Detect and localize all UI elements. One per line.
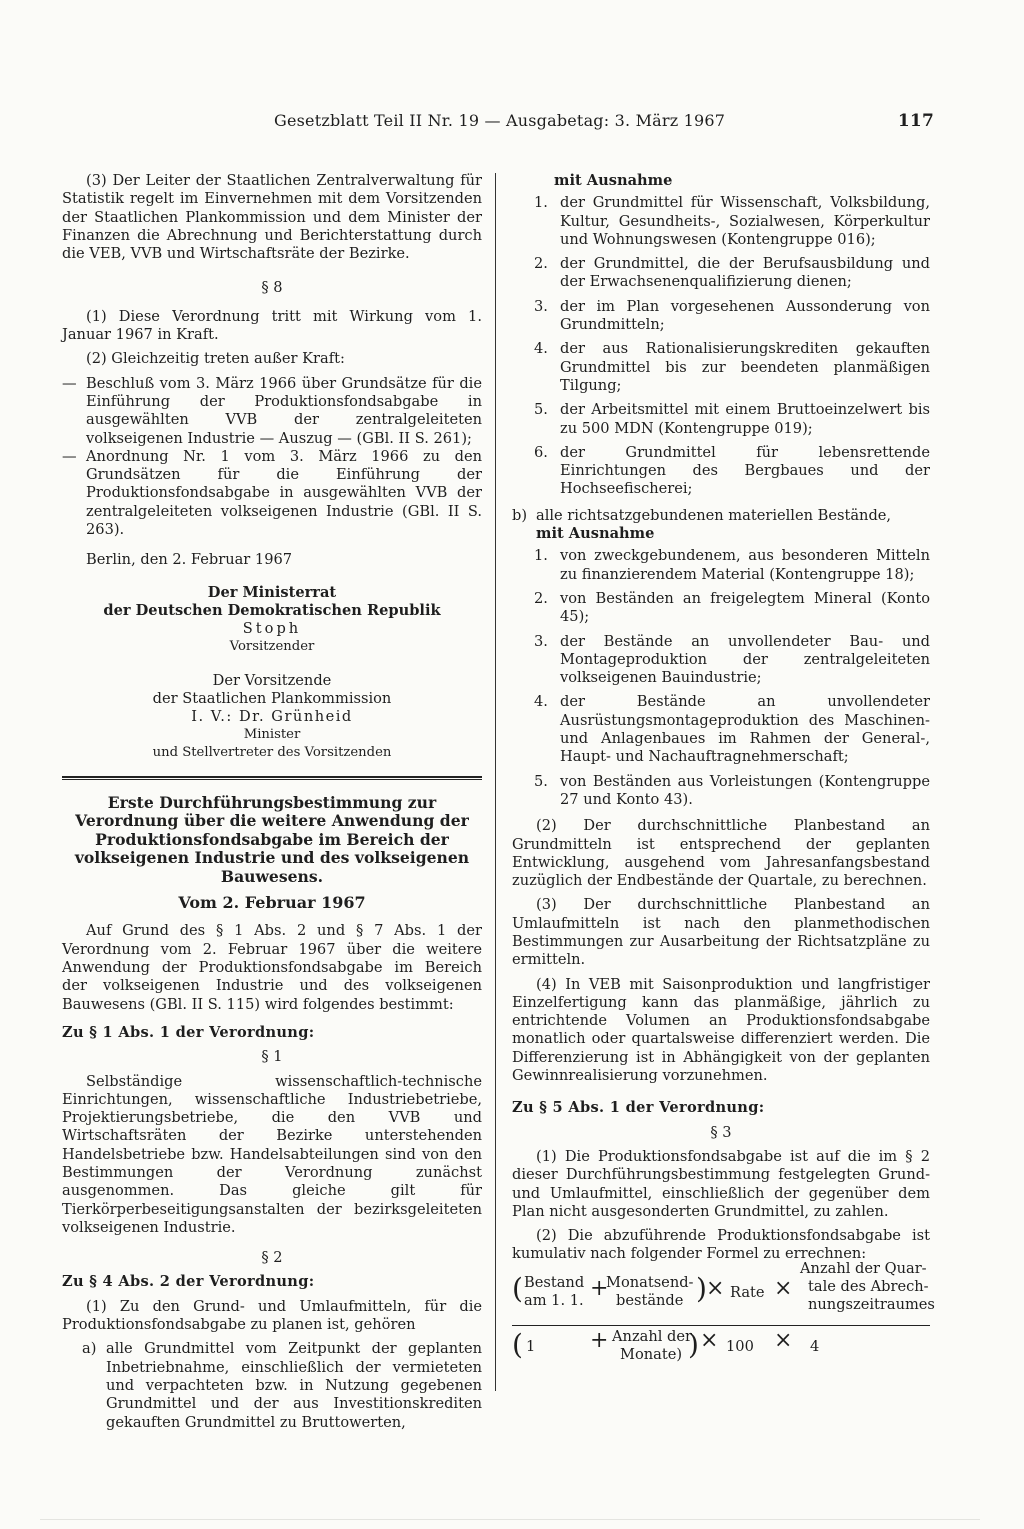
- signature-org: der Deutschen Demokratischen Republik: [103, 601, 441, 619]
- item-text: alle Grundmittel vom Zeitpunkt der geplanten Inbetriebnahme, einschließlich der vermieteten und verpachteten bzw. in Nutzung gegebenen Grundmittel und der aus Investitionskrediten gekauften Grundmittel zu Bruttowerten,: [106, 1340, 482, 1431]
- formula-text: 100: [726, 1337, 754, 1355]
- item-text: der Bestände an unvollendeter Ausrüstungsmontageproduktion des Maschinen- und Anlagenbaues im Rahmen der General-, Haupt- und Nachauftragnehmerschaft;: [560, 693, 930, 766]
- item-number: 6.: [534, 443, 548, 461]
- scan-edge: [40, 1519, 980, 1520]
- signature-block-ministerrat: [62, 584, 482, 656]
- list-item: [512, 507, 930, 525]
- formula-text: Anzahl der: [612, 1327, 692, 1345]
- list-item-text: Anordnung Nr. 1 vom 3. März 1966 zu den Grundsätzen für die Einführung der Produktionsfondsabgabe in ausgewählten VVB der zentralgeleiteten volkseigenen Industrie (GBl. II S. 263).: [86, 447, 482, 539]
- formula-text: Monatsend-: [606, 1273, 694, 1291]
- left-column: [62, 172, 482, 1438]
- dash-marker: —: [62, 374, 77, 392]
- formula-text: bestände: [616, 1291, 684, 1309]
- item-text: von Beständen an freigelegtem Mineral (Konto 45);: [560, 589, 930, 626]
- signature-name: I. V.: Dr. Grünheid: [191, 707, 353, 725]
- formula-text: Anzahl der Quar-: [800, 1259, 927, 1277]
- item-text: der aus Rationalisierungskrediten gekauften Grundmittel bis zur beendeten planmäßigen Tilgung;: [560, 340, 930, 394]
- right-column: [512, 172, 935, 1372]
- paragraph: (2) Der durchschnittliche Planbestand an Grundmitteln ist entsprechend der geplanten Entwicklung, ausgehend vom Jahresanfangsbestand zuzüglich der Endbestände der Quartale, zu berechnen.: [512, 817, 930, 890]
- item-number: 1.: [534, 547, 548, 565]
- paragraph: (3) Der durchschnittliche Planbestand an Umlaufmitteln ist nach den planmethodischen Bestimmungen zur Ausarbeitung der Richtsatzpläne zu ermitteln.: [512, 896, 930, 969]
- formula-operator: +: [590, 1327, 609, 1353]
- numbered-item: [534, 444, 930, 499]
- formula-operator: ×: [774, 1327, 793, 1353]
- item-text: der im Plan vorgesehenen Aussonderung von Grundmitteln;: [560, 297, 930, 334]
- section-heading-1: § 1: [261, 1048, 283, 1066]
- formula-text: nungszeitraumes: [808, 1295, 935, 1313]
- item-text: der Grundmittel, die der Berufsausbildung und der Erwachsenenqualifizierung dienen;: [560, 255, 930, 291]
- paragraph: (1) Die Produktionsfondsabgabe ist auf die im § 2 dieser Durchführungsbestimmung festgelegten Grund- und Umlaufmittel, einschließlich der gegenüber dem Plan nicht ausgesonderten Grundmittel, zu zahlen.: [512, 1147, 930, 1220]
- formula-operator: ×: [774, 1275, 793, 1301]
- item-number: 1.: [534, 194, 548, 212]
- numbered-item: [534, 773, 930, 810]
- numbered-item: [534, 693, 930, 766]
- list-item: [62, 375, 482, 448]
- exception-heading: mit Ausnahme: [536, 525, 655, 543]
- formula-bracket: (: [512, 1327, 523, 1361]
- signature-name: Stoph: [242, 619, 302, 637]
- subheading: Zu § 4 Abs. 2 der Verordnung:: [62, 1273, 315, 1291]
- section-heading-8: § 8: [261, 279, 283, 297]
- item-number: 5.: [534, 772, 548, 790]
- document-heading: Erste Durchführungsbestimmung zur Verordnung über die weitere Anwendung der Produktionsfondsabgabe im Bereich der volkseigenen Industrie und des volkseigenen Bauwesens.: [74, 792, 470, 886]
- paragraph: (1) Diese Verordnung tritt mit Wirkung vom 1. Januar 1967 in Kraft.: [62, 307, 482, 344]
- item-text: der Arbeitsmittel mit einem Bruttoeinzelwert bis zu 500 MDN (Kontengruppe 019);: [560, 401, 930, 437]
- column-divider: [495, 173, 496, 1391]
- section-heading-3: § 3: [710, 1123, 732, 1141]
- formula-text: 1: [526, 1337, 536, 1355]
- signature-org: Der Ministerrat: [207, 583, 337, 601]
- numbered-item: [534, 401, 930, 438]
- item-text: von zweckgebundenem, aus besonderen Mitteln zu finanzierendem Material (Kontengruppe 18);: [560, 547, 930, 583]
- signature-role: Vorsitzender: [229, 638, 315, 654]
- item-text: der Grundmittel für Wissenschaft, Volksbildung, Kultur, Gesundheits-, Sozialwesen, Körperkultur und Wohnungswesen (Kontengruppe 016);: [560, 194, 930, 248]
- exception-heading: mit Ausnahme: [554, 172, 673, 189]
- header-title: Gesetzblatt Teil II Nr. 19 — Ausgabetag: 3. März 1967: [274, 111, 726, 130]
- section-heading-2: § 2: [261, 1249, 283, 1267]
- paragraph: (1) Zu den Grund- und Umlaufmitteln, für die Produktionsfondsabgabe zu planen ist, gehören: [62, 1297, 482, 1334]
- item-label: b): [512, 506, 528, 524]
- item-text: der Bestände an unvollendeter Bau- und Montageproduktion der zentralgeleiteten volkseigenen Bauindustrie;: [560, 632, 930, 687]
- exception-list-a: [534, 194, 930, 498]
- item-number: 4.: [534, 340, 548, 358]
- numbered-item: [534, 255, 930, 292]
- numbered-item: [534, 633, 930, 688]
- divider: [62, 776, 482, 778]
- formula-operator: ×: [700, 1327, 719, 1353]
- item-number: 2.: [534, 589, 548, 607]
- formula: [512, 1259, 935, 1372]
- divider: [62, 779, 482, 780]
- place-date: Berlin, den 2. Februar 1967: [86, 551, 293, 569]
- signature-org: Der Vorsitzende: [212, 671, 332, 689]
- page-header: [274, 112, 934, 136]
- formula-text: tale des Abrech-: [808, 1277, 929, 1295]
- numbered-item: [534, 298, 930, 335]
- subheading: Zu § 1 Abs. 1 der Verordnung:: [62, 1023, 315, 1041]
- signature-block-plankommission: [62, 672, 482, 762]
- item-number: 4.: [534, 693, 548, 711]
- formula-bracket: (: [512, 1271, 523, 1305]
- formula-bracket: ): [696, 1271, 707, 1305]
- signature-role: und Stellvertreter des Vorsitzenden: [152, 744, 392, 760]
- item-number: 2.: [534, 255, 548, 273]
- paragraph: Selbständige wissenschaftlich-technische Einrichtungen, wissenschaftliche Industriebetriebe, Projektierungsbetriebe, die den VVB und Wirtschaftsräten der Bezirke unterstehenden Handelsbetriebe bzw. Handelsabteilungen sind von den Bestimmungen der Verordnung zunächst ausgenommen. Das gleiche gilt für Tierkörperbeseitigungsanstalten der bezirksgeleiteten volkseigenen Industrie.: [62, 1072, 482, 1236]
- item-text: von Beständen aus Vorleistungen (Kontengruppe 27 und Konto 43).: [560, 772, 930, 808]
- paragraph: (4) In VEB mit Saisonproduktion und langfristiger Einzelfertigung kann das planmäßige, jährlich zu entrichtende Volumen an Produktionsfondsabgabe monatlich oder quartalsweise differenziert werden. Die Differenzierung ist in Abhängigkeit von der geplanten Gewinnrealisierung vorzunehmen.: [512, 975, 930, 1085]
- formula-text: Bestand: [524, 1273, 585, 1291]
- list-item: [62, 448, 482, 539]
- page-number: 117: [897, 111, 934, 131]
- item-text: alle richtsatzgebundenen materiellen Bestände,: [536, 506, 892, 524]
- dash-marker: —: [62, 447, 77, 465]
- exception-list-b: [534, 547, 930, 809]
- item-number: 3.: [534, 632, 548, 650]
- formula-text: Rate: [730, 1283, 765, 1301]
- paragraph: (2) Die abzuführende Produktionsfondsabgabe ist kumulativ nach folgender Formel zu errechnen:: [512, 1227, 930, 1263]
- formula-text: am 1. 1.: [524, 1291, 584, 1309]
- numbered-item: [534, 340, 930, 395]
- item-number: 3.: [534, 297, 548, 315]
- formula-text: Monate): [620, 1345, 683, 1363]
- numbered-item: [534, 590, 930, 627]
- signature-role: Minister: [243, 726, 301, 742]
- list-item: [82, 1340, 482, 1431]
- preamble: Auf Grund des § 1 Abs. 2 und § 7 Abs. 1 der Verordnung vom 2. Februar 1967 über die weitere Anwendung der Produktionsfondsabgabe im Bereich der volkseigenen Industrie und des volkseigenen Bauwesens (GBl. II S. 115) wird folgendes bestimmt:: [62, 922, 482, 1013]
- signature-org: der Staatlichen Plankommission: [152, 689, 392, 707]
- list-item-text: Beschluß vom 3. März 1966 über Grundsätze für die Einführung der Produktionsfondsabgabe in ausgewählten VVB der zentralgeleiteten volkseigenen Industrie — Auszug — (GBl. II S. 261);: [86, 374, 482, 447]
- item-text: der Grundmittel für lebensrettende Einrichtungen des Bergbaues und der Hochseefischerei;: [560, 443, 930, 498]
- paragraph: (3) Der Leiter der Staatlichen Zentralverwaltung für Statistik regelt im Einvernehmen mit dem Vorsitzenden der Staatlichen Plankommission und dem Minister der Finanzen die Abrechnung und Berichterstattung durch die VEB, VVB und Wirtschaftsräte der Bezirke.: [62, 172, 482, 263]
- formula-text: 4: [810, 1337, 820, 1355]
- numbered-item: [534, 547, 930, 584]
- document-date: Vom 2. Februar 1967: [178, 893, 366, 913]
- formula-bracket: ): [688, 1327, 699, 1361]
- item-label: a): [82, 1340, 97, 1358]
- numbered-item: [534, 194, 930, 249]
- formula-operator: ×: [706, 1275, 725, 1301]
- formula-operator: +: [590, 1275, 609, 1301]
- paragraph: (2) Gleichzeitig treten außer Kraft:: [86, 350, 345, 368]
- fraction-line: [512, 1325, 930, 1326]
- repealed-list: [62, 375, 482, 540]
- item-number: 5.: [534, 401, 548, 419]
- subheading: Zu § 5 Abs. 1 der Verordnung:: [512, 1099, 765, 1117]
